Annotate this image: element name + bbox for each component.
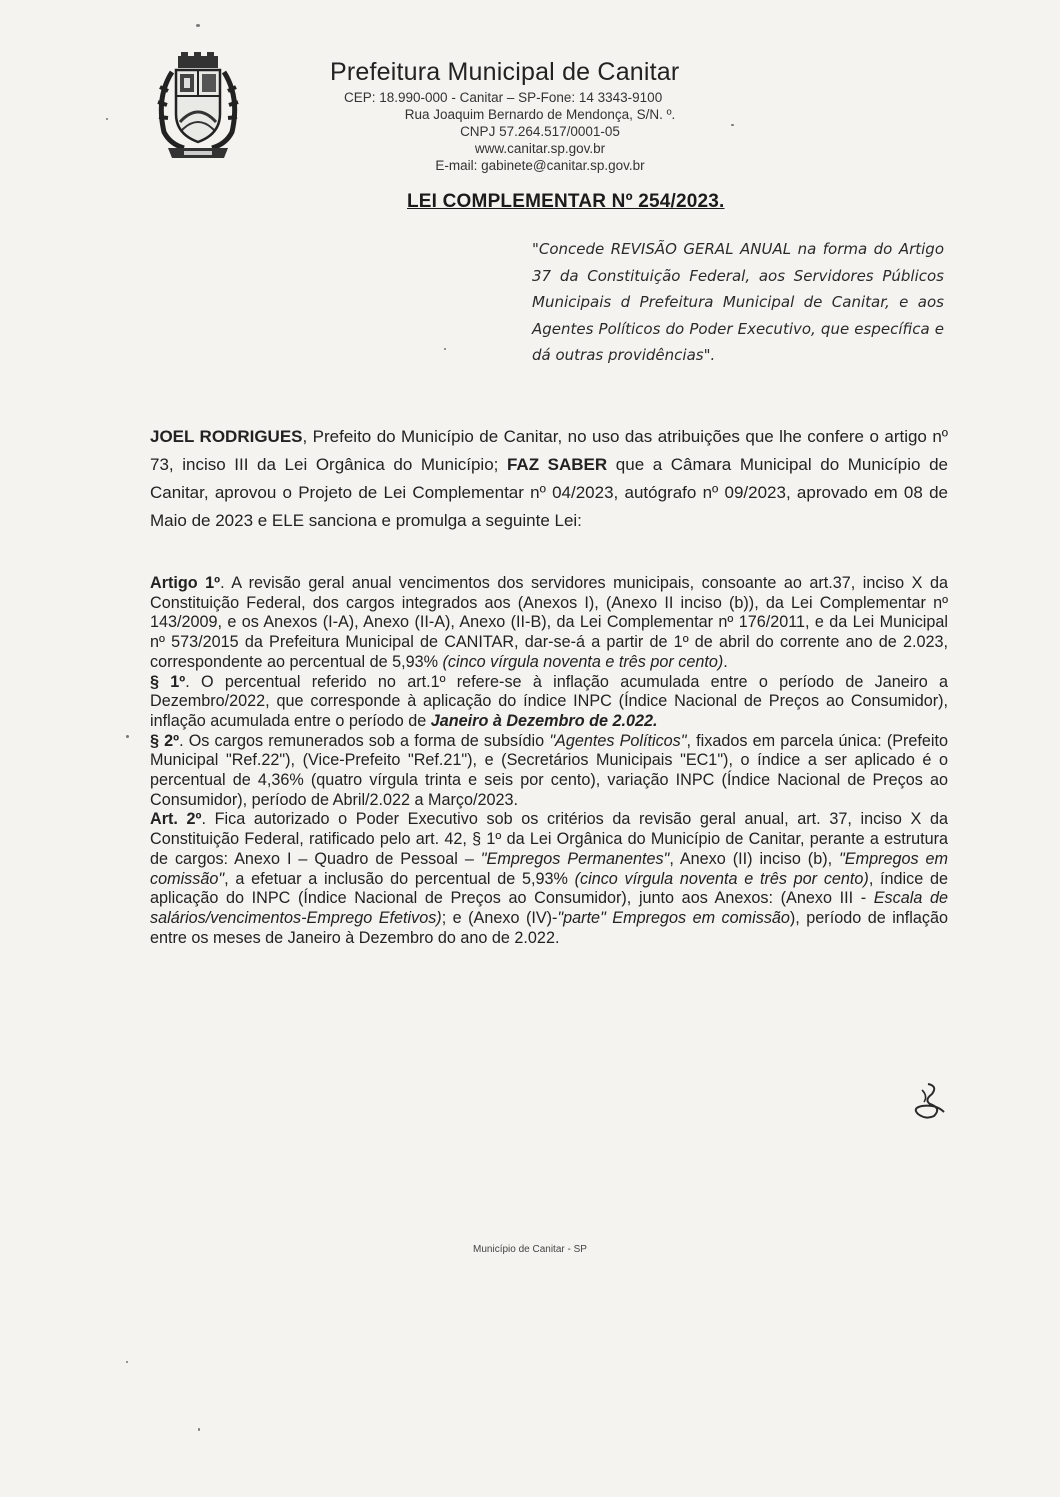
article-2-text-4: , índice de aplicação do INPC (Índice Nacional de Preços ao Consumidor), junto aos Anexos: (Anexo III - <box>150 869 948 908</box>
mayor-name: JOEL RODRIGUES <box>150 427 303 446</box>
scan-speck <box>444 348 446 350</box>
article-1-italic: (cinco vírgula noventa e três por cento) <box>442 652 724 671</box>
cep-phone-line: CEP: 18.990-000 - Canitar – SP-Fone: 14 3343-9100 <box>344 90 663 105</box>
paragraph-2-text-2: , fixados em parcela única: (Prefeito Municipal "Ref.22"), (Vice-Prefeito "Ref.21"), e (Secretários Municipais "EC1"), o índice a ser aplicado é o percentual de 4,36% (quatro vírgula trinta e seis por cento), variação INPC (Índice Nacional de Preços ao Consumidor), período de Abril/2.022 a Março/2023. <box>150 731 948 809</box>
article-1-text: . A revisão geral anual vencimentos dos servidores municipais, consoante ao art.37, inciso X da Constituição Federal, dos cargos integrados aos (Anexos I), (Anexo II inciso (b)), da Lei Complementar nº 143/2009, e os Anexos (I-A), Anexo (II-A), Anexo (II-B), da Lei Complementar nº 176/2011, e da Lei Municipal nº 573/2015 da Prefeitura Municipal de CANITAR, dar-se-á a partir de 1º de abril do corrente ano de 2.023, correspondente ao percentual de 5,93% <box>150 574 948 671</box>
paragraph-2-label: § 2º <box>150 731 180 750</box>
ementa-text: "Concede REVISÃO GERAL ANUAL na forma do Artigo 37 da Constituição Federal, aos Servidores Públicos Municipais d Prefeitura Municipal de Canitar, e aos Agentes Políticos do Poder Executivo, que específica e dá outras providências". <box>532 240 944 364</box>
scan-speck <box>106 118 108 120</box>
article-2-text-2: , Anexo (II) inciso (b), <box>669 849 840 868</box>
scan-speck <box>126 1361 128 1363</box>
paragraph-1-label: § 1º <box>150 672 186 691</box>
email-line: E-mail: gabinete@canitar.sp.gov.br <box>435 158 645 173</box>
address-line: Rua Joaquim Bernardo de Mendonça, S/N. º. <box>404 107 676 122</box>
municipal-coat-of-arms-icon <box>150 52 245 162</box>
scan-speck <box>196 24 200 27</box>
letterhead <box>330 58 750 174</box>
preamble-text-1: , Prefeito do Município de Canitar, no uso das atribuições que lhe confere o artigo nº 73, inciso III da Lei Orgânica do Município; <box>150 427 948 474</box>
article-2-italic-2: "Empregos em comissão" <box>150 849 949 888</box>
articles <box>150 574 948 948</box>
preamble <box>150 423 948 535</box>
page-footer: Município de Canitar - SP <box>473 1244 587 1255</box>
cnpj-line: CNPJ 57.264.517/0001-05 <box>460 124 620 139</box>
article-1-label: Artigo 1º <box>150 574 221 592</box>
scan-speck <box>126 735 129 738</box>
article-2-italic-3: (cinco vírgula noventa e três por cento) <box>574 869 869 888</box>
paragraph-2 <box>150 732 948 811</box>
article-2-italic-4: Escala de salários/vencimentos-Emprego Efetivos) <box>150 889 948 927</box>
scan-speck <box>731 124 734 126</box>
preamble-text-2: que a Câmara Municipal do Município de Canitar, aprovou o Projeto de Lei Complementar nº 04/2023, autógrafo nº 09/2023, aprovado em 08 de Maio de 2023 e ELE sanciona e promulga a seguinte Lei: <box>150 455 948 530</box>
article-2-italic-5: "parte" Empregos em comissão <box>557 908 790 927</box>
article-2-text-3: , a efetuar a inclusão do percentual de 5,93% <box>224 869 575 888</box>
faz-saber: FAZ SABER <box>506 455 608 474</box>
paragraph-2-italic: "Agentes Políticos" <box>549 731 687 750</box>
article-2-text-1: . Fica autorizado o Poder Executivo sob os critérios da revisão geral anual, art. 37, inciso X da Constituição Federal, ratificado pelo art. 42, § 1º da Lei Orgânica do Município de Canitar, perante a estrutura de cargos: Anexo I – Quadro de Pessoal – <box>150 810 949 868</box>
article-2-label: Art. 2º <box>150 810 202 829</box>
paragraph-1 <box>150 673 948 732</box>
org-name: Prefeitura Municipal de Canitar <box>330 58 680 86</box>
article-2 <box>150 810 948 948</box>
article-2-italic-1: "Empregos Permanentes" <box>480 849 670 868</box>
paragraph-1-text: . O percentual referido no art.1º refere-se à inflação acumulada entre o período de Janeiro a Dezembro/2022, que corresponde à aplicação do índice INPC (Índice Nacional de Preços ao Consumidor), inflação acumulada entre o período de <box>150 672 948 730</box>
article-2-text-5: ; e (Anexo (IV)- <box>441 908 558 927</box>
law-title: LEI COMPLEMENTAR Nº 254/2023. <box>407 191 725 212</box>
article-1-end: . <box>723 652 728 671</box>
website-line: www.canitar.sp.gov.br <box>474 141 606 156</box>
article-2-text-6: ), período de inflação entre os meses de Janeiro à Dezembro do ano de 2.022. <box>150 908 948 947</box>
signature-initials-icon <box>908 1080 950 1122</box>
ementa <box>532 236 944 369</box>
scan-speck <box>198 1428 200 1431</box>
paragraph-2-text-1: . Os cargos remunerados sob a forma de subsídio <box>179 731 550 750</box>
article-1 <box>150 574 948 673</box>
paragraph-1-period: Janeiro à Dezembro de 2.022. <box>430 711 658 730</box>
